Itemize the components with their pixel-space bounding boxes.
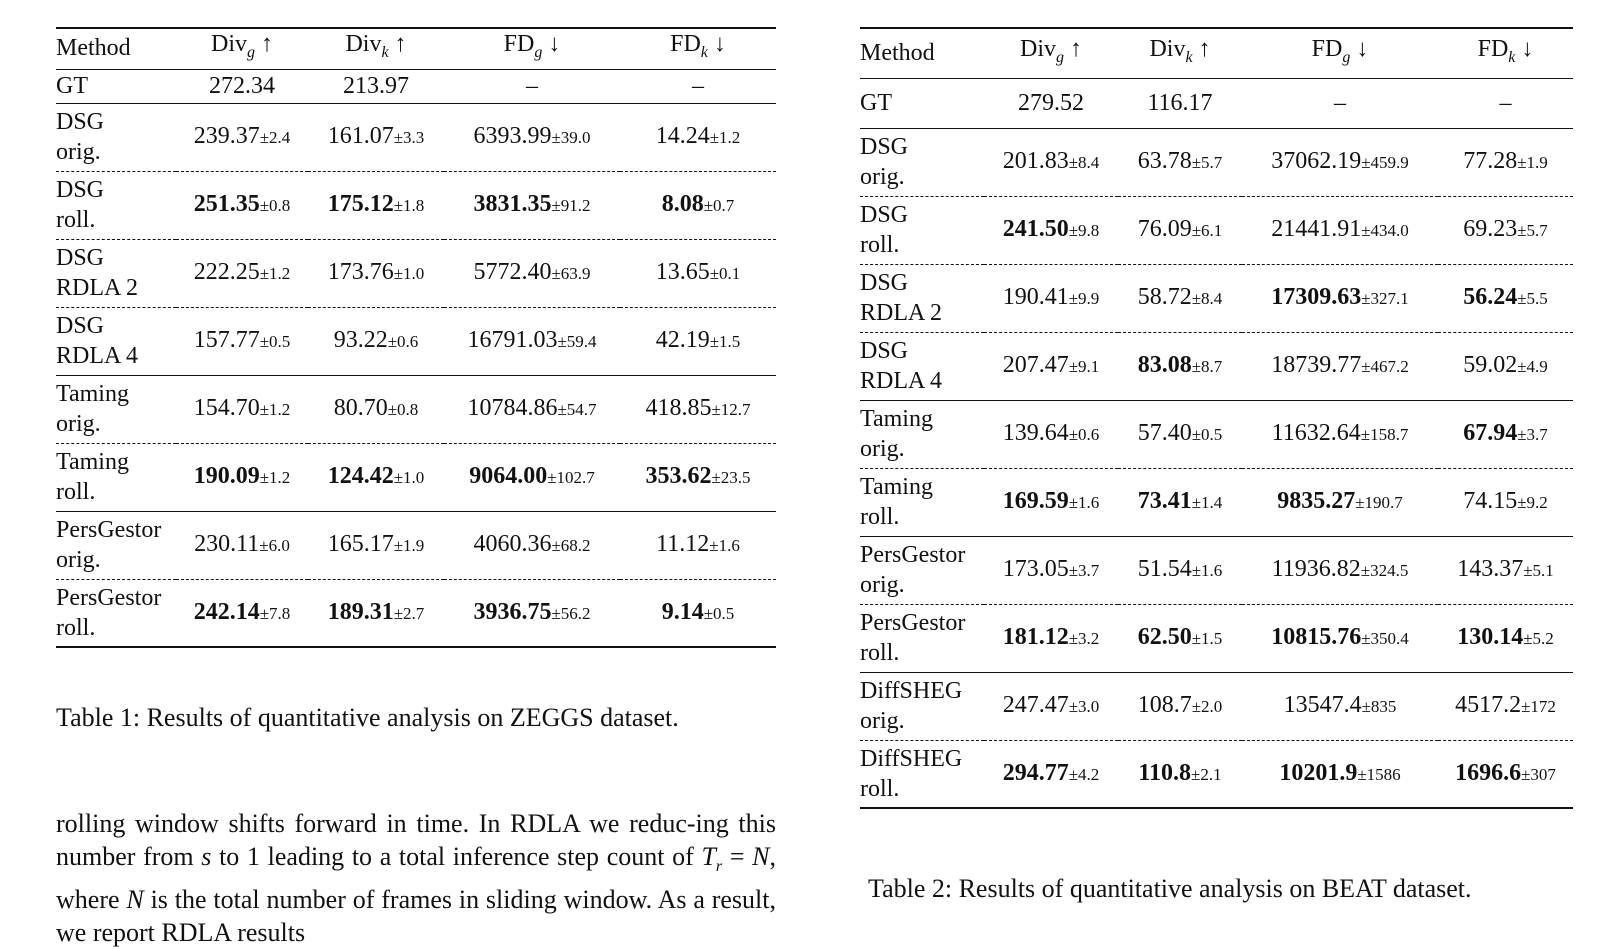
value-cell: 17309.63±327.1 bbox=[1271, 284, 1409, 310]
value-cell: 241.50±9.8 bbox=[1002, 216, 1100, 242]
value-cell: 190.41±9.9 bbox=[1002, 284, 1100, 310]
value-cell: 93.22±0.6 bbox=[333, 327, 419, 353]
value-cell: 74.15±9.2 bbox=[1463, 488, 1548, 514]
value-cell: 80.70±0.8 bbox=[333, 395, 419, 421]
table-row bbox=[860, 740, 1573, 808]
value-cell: 294.77±4.2 bbox=[1002, 759, 1100, 786]
method-cell: DSG RDLA 2 bbox=[56, 245, 139, 301]
value-cell: 143.37±5.1 bbox=[1457, 556, 1554, 582]
header-div-k: Div$_k$ ↑ bbox=[345, 31, 407, 62]
header-fd-k: $FD_k$ ↓ bbox=[1477, 35, 1534, 66]
method-cell: DiffSHEG roll. bbox=[860, 745, 963, 802]
method-cell: DSG orig. bbox=[56, 109, 105, 165]
value-cell: – bbox=[692, 72, 704, 99]
value-cell: 51.54±1.6 bbox=[1137, 556, 1223, 582]
table-row-gt bbox=[56, 69, 776, 103]
table-row bbox=[56, 375, 776, 443]
header-method: Method bbox=[860, 39, 935, 66]
method-cell: GT bbox=[860, 90, 892, 116]
method-cell: DSG RDLA 4 bbox=[56, 313, 139, 369]
value-cell: 4060.36±68.2 bbox=[473, 531, 591, 557]
value-cell: 4517.2±172 bbox=[1455, 692, 1556, 718]
table-row-gt bbox=[860, 78, 1573, 128]
value-cell: 10815.76±350.4 bbox=[1271, 624, 1409, 650]
table-row bbox=[860, 468, 1573, 536]
table-row bbox=[56, 103, 776, 171]
value-cell: 189.31±2.7 bbox=[327, 598, 425, 625]
value-cell: 16791.03±59.4 bbox=[467, 327, 597, 353]
value-cell: 58.72±8.4 bbox=[1137, 284, 1223, 310]
value-cell: 201.83±8.4 bbox=[1002, 148, 1100, 174]
table-row bbox=[860, 128, 1573, 196]
header-fd-g: $FD_g$ ↓ bbox=[503, 31, 561, 62]
value-cell: 230.11±6.0 bbox=[194, 531, 290, 557]
value-cell: 13.65±0.1 bbox=[655, 259, 741, 285]
value-cell: 181.12±3.2 bbox=[1002, 624, 1100, 650]
body-paragraph: rolling window shifts forward in time. In RDLA we reduc-ing this number from s to 1 leading to a total inference step count of $T_r = N$, where N is the total number of frames in sliding window. As a result, we report RDLA results bbox=[56, 809, 777, 948]
value-cell: 57.40±0.5 bbox=[1137, 420, 1223, 446]
method-cell: DiffSHEG orig. bbox=[860, 678, 963, 734]
method-cell: Taming roll. bbox=[56, 449, 129, 505]
value-cell: 13547.4±835 bbox=[1283, 692, 1397, 718]
value-cell: 9835.27±190.7 bbox=[1277, 488, 1403, 514]
value-cell: 67.94±3.7 bbox=[1463, 420, 1548, 446]
value-cell: 10201.9±1586 bbox=[1279, 759, 1401, 786]
method-cell: DSG orig. bbox=[860, 134, 909, 190]
value-cell: 207.47±9.1 bbox=[1002, 352, 1100, 378]
value-cell: 213.97 bbox=[343, 72, 409, 99]
value-cell: 56.24±5.5 bbox=[1463, 284, 1548, 310]
table-1-zeggs bbox=[56, 27, 776, 648]
value-cell: 165.17±1.9 bbox=[327, 531, 425, 557]
table-header-row bbox=[56, 28, 776, 69]
table-2-beat bbox=[860, 27, 1573, 809]
method-cell: PersGestor orig. bbox=[860, 542, 966, 598]
table-row bbox=[860, 400, 1573, 468]
value-cell: 76.09±6.1 bbox=[1137, 216, 1223, 242]
method-cell: PersGestor orig. bbox=[56, 517, 162, 573]
table-header-row bbox=[860, 28, 1573, 78]
method-cell: DSG RDLA 4 bbox=[860, 338, 943, 394]
value-cell: 173.05±3.7 bbox=[1002, 556, 1100, 582]
method-cell: PersGestor roll. bbox=[56, 584, 162, 641]
value-cell: 1696.6±307 bbox=[1455, 759, 1556, 786]
value-cell: 77.28±1.9 bbox=[1463, 148, 1548, 174]
value-cell: 190.09±1.2 bbox=[193, 463, 291, 489]
value-cell: 3831.35±91.2 bbox=[473, 191, 591, 217]
table-row bbox=[860, 196, 1573, 264]
value-cell: 59.02±4.9 bbox=[1463, 352, 1548, 378]
value-cell: 116.17 bbox=[1147, 89, 1213, 116]
results-table-beat bbox=[860, 27, 1573, 809]
results-table-zeggs bbox=[56, 27, 776, 648]
header-fd-g: $FD_g$ ↓ bbox=[1311, 35, 1369, 66]
value-cell: 154.70±1.2 bbox=[193, 395, 291, 421]
table-row bbox=[56, 579, 776, 647]
header-method: Method bbox=[56, 35, 131, 62]
value-cell: 5772.40±63.9 bbox=[473, 259, 591, 285]
value-cell: 173.76±1.0 bbox=[327, 259, 425, 285]
value-cell: 418.85±12.7 bbox=[645, 395, 751, 421]
value-cell: 110.8±2.1 bbox=[1138, 759, 1222, 786]
header-div-g: Div$_g$ ↑ bbox=[1020, 35, 1082, 66]
value-cell: 11.12±1.6 bbox=[656, 531, 740, 557]
header-fd-k: $FD_k$ ↓ bbox=[670, 31, 726, 62]
value-cell: 272.34 bbox=[209, 72, 275, 99]
value-cell: 251.35±0.8 bbox=[193, 191, 291, 217]
table-row bbox=[860, 536, 1573, 604]
header-div-g: Div$_g$ ↑ bbox=[211, 31, 273, 62]
value-cell: 175.12±1.8 bbox=[327, 191, 425, 217]
table-row bbox=[56, 307, 776, 375]
value-cell: 353.62±23.5 bbox=[645, 463, 751, 489]
value-cell: 8.08±0.7 bbox=[661, 191, 735, 217]
value-cell: – bbox=[1499, 89, 1512, 116]
value-cell: 3936.75±56.2 bbox=[473, 598, 591, 625]
value-cell: 222.25±1.2 bbox=[193, 259, 291, 285]
value-cell: 9.14±0.5 bbox=[661, 598, 735, 625]
value-cell: 62.50±1.5 bbox=[1137, 624, 1223, 650]
value-cell: 10784.86±54.7 bbox=[467, 395, 597, 421]
table-row bbox=[860, 604, 1573, 672]
method-cell: DSG roll. bbox=[860, 202, 909, 258]
value-cell: 37062.19±459.9 bbox=[1271, 148, 1409, 174]
table-row bbox=[56, 511, 776, 579]
method-cell: Taming orig. bbox=[860, 406, 933, 462]
value-cell: 73.41±1.4 bbox=[1137, 488, 1223, 514]
table-row bbox=[860, 332, 1573, 400]
table-row bbox=[56, 239, 776, 307]
value-cell: 130.14±5.2 bbox=[1457, 624, 1554, 650]
table-row bbox=[56, 443, 776, 511]
value-cell: 6393.99±39.0 bbox=[473, 123, 591, 149]
value-cell: 108.7±2.0 bbox=[1137, 692, 1223, 718]
value-cell: 42.19±1.5 bbox=[655, 327, 741, 353]
value-cell: – bbox=[526, 72, 538, 99]
table-2-caption: Table 2: Results of quantitative analysis on BEAT dataset. bbox=[868, 874, 1472, 903]
method-cell: Taming orig. bbox=[56, 381, 129, 437]
header-div-k: Div$_k$ ↑ bbox=[1149, 35, 1211, 66]
value-cell: 279.52 bbox=[1018, 89, 1084, 116]
value-cell: 239.37±2.4 bbox=[193, 123, 291, 149]
value-cell: 124.42±1.0 bbox=[327, 463, 425, 489]
value-cell: 63.78±5.7 bbox=[1137, 148, 1223, 174]
table-row bbox=[860, 672, 1573, 740]
value-cell: 14.24±1.2 bbox=[655, 123, 741, 149]
method-cell: PersGestor roll. bbox=[860, 610, 966, 666]
method-cell: DSG roll. bbox=[56, 177, 105, 233]
value-cell: 18739.77±467.2 bbox=[1271, 352, 1409, 378]
value-cell: 11936.82±324.5 bbox=[1271, 556, 1409, 582]
table-row bbox=[56, 171, 776, 239]
table-1-caption: Table 1: Results of quantitative analysis on ZEGGS dataset. bbox=[56, 703, 679, 732]
value-cell: – bbox=[1334, 89, 1346, 116]
method-cell: DSG RDLA 2 bbox=[860, 270, 943, 326]
value-cell: 69.23±5.7 bbox=[1463, 216, 1548, 242]
value-cell: 169.59±1.6 bbox=[1002, 488, 1100, 514]
value-cell: 83.08±8.7 bbox=[1137, 352, 1223, 378]
method-cell: GT bbox=[56, 73, 88, 99]
method-cell: Taming roll. bbox=[860, 474, 933, 530]
value-cell: 242.14±7.8 bbox=[193, 598, 291, 625]
value-cell: 161.07±3.3 bbox=[327, 123, 425, 149]
value-cell: 11632.64±158.7 bbox=[1271, 420, 1409, 446]
value-cell: 139.64±0.6 bbox=[1002, 420, 1100, 446]
value-cell: 9064.00±102.7 bbox=[469, 463, 595, 489]
value-cell: 157.77±0.5 bbox=[193, 327, 291, 353]
table-row bbox=[860, 264, 1573, 332]
value-cell: 247.47±3.0 bbox=[1002, 692, 1100, 718]
value-cell: 21441.91±434.0 bbox=[1271, 216, 1409, 242]
